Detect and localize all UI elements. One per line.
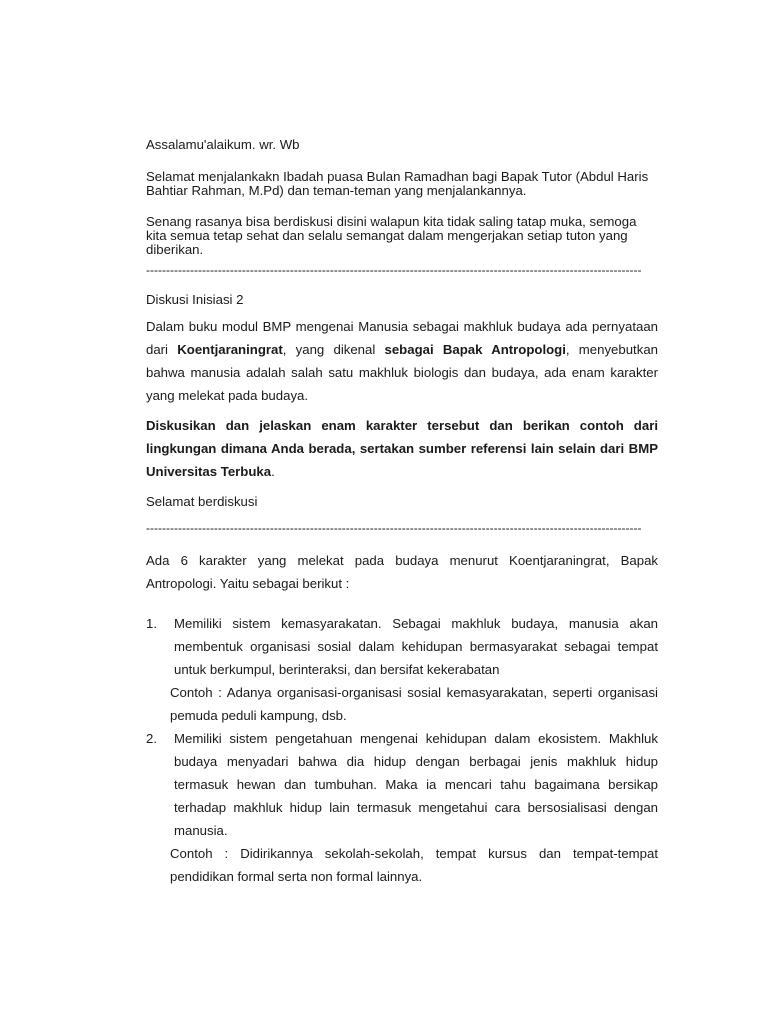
- question-1-bold-koentjaraningrat: Koentjaraningrat: [177, 342, 283, 357]
- separator-line-2: ----------------------------------------------------------------------------------------------------------------------------: [146, 522, 642, 534]
- list-item-text: Memiliki sistem kemasyarakatan. Sebagai makhluk budaya, manusia akan membentuk organisasi sosial dalam kehidupan bermasyarakat sebagai tempat untuk berkumpul, berinteraksi, dan bersifat kekerabatan: [174, 616, 658, 677]
- answer-intro-paragraph: Ada 6 karakter yang melekat pada budaya menurut Koentjaraningrat, Bapak Antropologi. Yaitu sebagai berikut :: [146, 553, 658, 591]
- list-item-example: Contoh : Didirikannya sekolah-sekolah, tempat kursus dan tempat-tempat pendidikan formal serta non formal lainnya.: [170, 846, 658, 884]
- characteristics-list: [146, 612, 658, 888]
- discussion-intro-paragraph: Senang rasanya bisa berdiskusi disini walapun kita tidak saling tatap muka, semoga kita semua tetap sehat dan selalu semangat dalam mengerjakan setiap tuton yang diberikan.: [146, 214, 637, 257]
- document-page: [146, 0, 658, 1024]
- list-item-text: Memiliki sistem pengetahuan mengenai kehidupan dalam ekosistem. Makhluk budaya menyadari bahwa dia hidup dengan berbagai jenis makhluk hidup termasuk hewan dan tumbuhan. Maka ia mencari tahu bagaimana bersikap terhadap makhluk hidup lain termasuk mengetahui cara bersosialisasi dengan manusia.: [174, 731, 658, 838]
- list-item-example: Contoh : Adanya organisasi-organisasi sosial kemasyarakatan, seperti organisasi pemuda peduli kampung, dsb.: [170, 685, 658, 723]
- question-1-part-3: , menyebutkan bahwa manusia adalah salah satu makhluk biologis dan budaya, ada enam karakter yang melekat pada budaya.: [146, 342, 658, 403]
- question-paragraph-2: [146, 414, 658, 483]
- question-1-part-2: , yang dikenal: [282, 342, 385, 357]
- question-2-end: .: [271, 464, 275, 479]
- list-item: [146, 612, 658, 727]
- list-item-number: 2.: [146, 731, 157, 746]
- closing-text: Selamat berdiskusi: [146, 494, 258, 509]
- question-1-bold-bapak-antropologi: sebagai Bapak Antropologi: [384, 342, 566, 357]
- separator-line-1: ----------------------------------------------------------------------------------------------------------------------------: [146, 264, 642, 276]
- discussion-title: Diskusi Inisiasi 2: [146, 292, 244, 307]
- list-item: [146, 727, 658, 888]
- question-1-part-1: Dalam buku modul BMP mengenai Manusia sebagai makhluk budaya ada pernyataan dari: [146, 319, 658, 357]
- list-item-number: 1.: [146, 616, 157, 631]
- ramadhan-greeting-paragraph: Selamat menjalankakn Ibadah puasa Bulan Ramadhan bagi Bapak Tutor (Abdul Haris Bahtiar Rahman, M.Pd) dan teman-teman yang menjalankannya.: [146, 169, 649, 198]
- greeting-text: Assalamu'alaikum. wr. Wb: [146, 137, 300, 152]
- question-2-bold-text: Diskusikan dan jelaskan enam karakter tersebut dan berikan contoh dari lingkungan dimana Anda berada, sertakan sumber referensi lain selain dari BMP Universitas Terbuka: [146, 418, 658, 479]
- question-paragraph-1: [146, 315, 658, 407]
